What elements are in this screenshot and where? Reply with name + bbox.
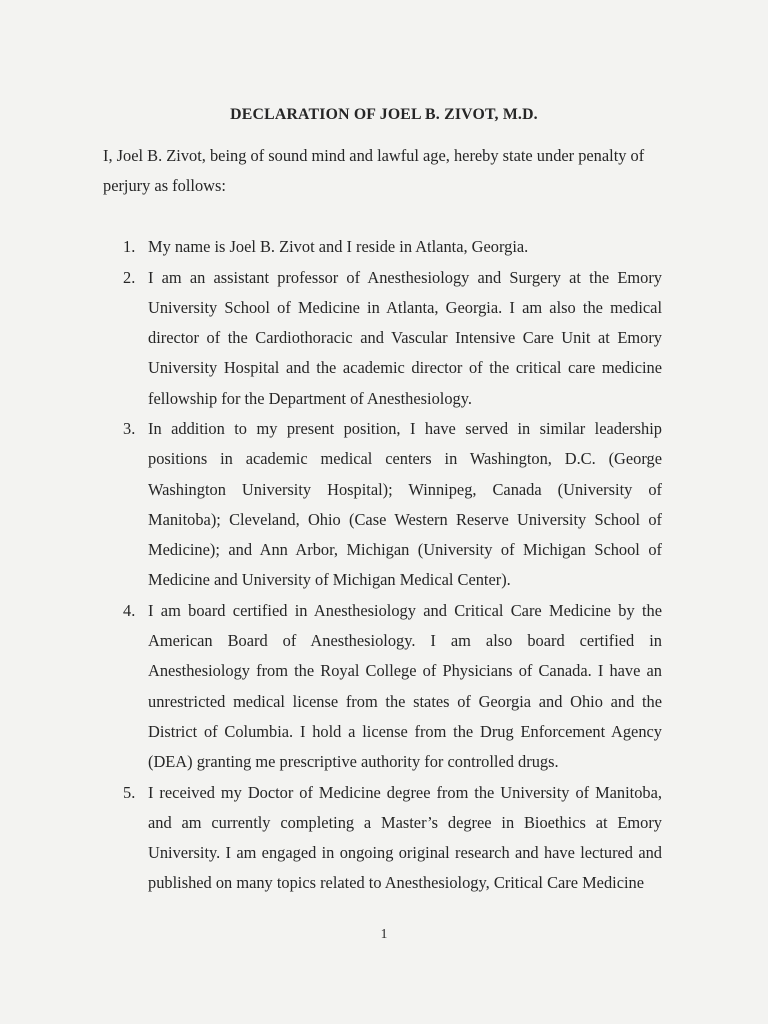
list-item bbox=[0, 232, 662, 262]
list-item bbox=[0, 778, 662, 899]
list-item bbox=[0, 263, 662, 414]
item-number: 5. bbox=[123, 782, 136, 802]
intro-paragraph: I, Joel B. Zivot, being of sound mind and lawful age, hereby state under penalty of perjury as follows: bbox=[103, 146, 645, 195]
item-text: My name is Joel B. Zivot and I reside in Atlanta, Georgia. bbox=[148, 237, 529, 256]
item-text: I am an assistant professor of Anesthesiology and Surgery at the Emory University School of Medicine in Atlanta, Georgia. I am also the medical director of the Cardiothoracic and Vascular Intensive Care Unit at Emory University Hospital and the academic director of the critical care medicine fellowship for the Department of Anesthesiology. bbox=[148, 267, 662, 408]
item-number: 2. bbox=[123, 267, 136, 287]
numbered-list bbox=[0, 232, 768, 898]
list-item bbox=[0, 414, 662, 595]
list-item bbox=[0, 596, 662, 777]
item-number: 3. bbox=[123, 419, 136, 439]
item-text: I am board certified in Anesthesiology and Critical Care Medicine by the American Board of Anesthesiology. I am also board certified in Anesthesiology from the Royal College of Physicians of Canada. I have an unrestricted medical license from the states of Georgia and Ohio and the District of Columbia. I hold a license from the Drug Enforcement Agency (DEA) granting me prescriptive authority for controlled drugs. bbox=[148, 600, 662, 771]
page-number: 1 bbox=[380, 926, 388, 941]
item-number: 1. bbox=[123, 237, 136, 256]
item-number: 4. bbox=[123, 600, 136, 620]
item-text: In addition to my present position, I have served in similar leadership positions in academic medical centers in Washington, D.C. (George Washington University Hospital); Winnipeg, Canada (University of Manitoba); Cleveland, Ohio (Case Western Reserve University School of Medicine); and Ann Arbor, Michigan (University of Michigan School of Medicine and University of Michigan Medical Center). bbox=[148, 419, 662, 590]
item-text: I received my Doctor of Medicine degree from the University of Manitoba, and am currently completing a Master’s degree in Bioethics at Emory University. I am engaged in ongoing original research and have lectured and published on many topics related to Anesthesiology, Critical Care Medicine bbox=[148, 782, 662, 893]
document-title: DECLARATION OF JOEL B. ZIVOT, M.D. bbox=[230, 106, 538, 123]
